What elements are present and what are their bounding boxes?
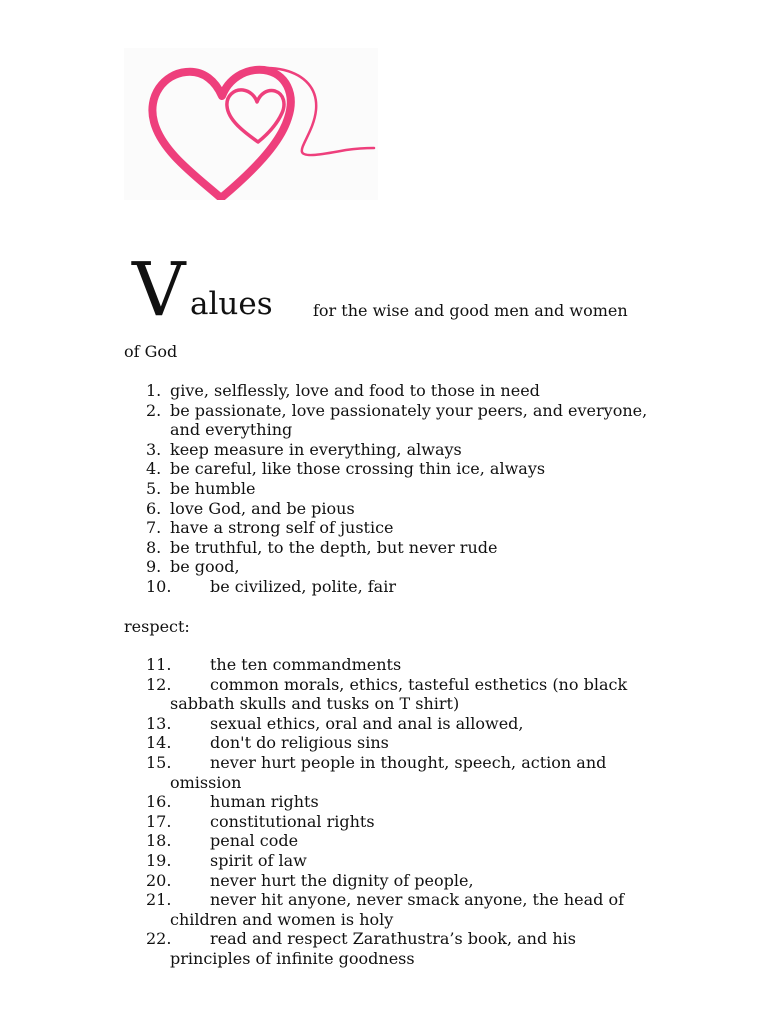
list-item — [124, 871, 654, 891]
list-item — [124, 655, 654, 675]
list-item — [124, 890, 654, 929]
list-item-text: keep measure in everything, always — [170, 439, 462, 459]
list-item-text: be good, — [170, 557, 240, 577]
double-heart-icon — [124, 48, 378, 200]
title-text: alues — [190, 286, 273, 322]
list-item-number: 11. — [146, 655, 172, 674]
list-item — [124, 733, 654, 753]
list-item — [124, 929, 654, 968]
list-item-number: 18. — [146, 831, 172, 851]
list-item — [124, 753, 654, 792]
list-item-number: 8. — [146, 537, 162, 557]
list-item-text: never hit anyone, never smack anyone, the head of children and women is holy — [170, 890, 625, 929]
list-item-number: 15. — [146, 752, 172, 772]
list-item-text: be humble — [170, 478, 256, 498]
list-item-text: never hurt people in thought, speech, action and omission — [170, 752, 607, 792]
list-item-text: be truthful, to the depth, but never rude — [170, 537, 498, 557]
list-item-text: sexual ethics, oral and anal is allowed, — [210, 713, 524, 733]
list-item-number: 1. — [146, 381, 162, 400]
list-item-text: give, selflessly, love and food to those in need — [170, 381, 540, 400]
list-item — [124, 518, 654, 538]
list-item — [124, 381, 654, 401]
list-item-number: 22. — [146, 929, 172, 949]
document-title — [132, 247, 692, 333]
list-item-number: 7. — [146, 518, 162, 538]
list-item — [124, 538, 654, 558]
list-item-text: constitutional rights — [210, 811, 375, 831]
list-item — [124, 401, 654, 440]
list-item-number: 4. — [146, 459, 162, 479]
list-item-text: have a strong self of justice — [170, 518, 394, 538]
list-item-number: 12. — [146, 674, 172, 694]
list-item-number: 10. — [146, 576, 172, 596]
list-item-number: 5. — [146, 478, 162, 498]
list-item-number: 13. — [146, 713, 172, 733]
list-item — [124, 675, 654, 714]
list-item-number: 19. — [146, 850, 172, 870]
list-item-text: don't do religious sins — [210, 733, 389, 753]
respect-list — [124, 655, 654, 969]
list-item-text: human rights — [210, 792, 319, 812]
intro-text: of God — [124, 342, 178, 361]
logo-image — [124, 48, 378, 200]
list-item-text: be civilized, polite, fair — [210, 576, 396, 596]
list-item — [124, 851, 654, 871]
list-item-number: 14. — [146, 733, 172, 753]
list-item — [124, 440, 654, 460]
list-item-number: 16. — [146, 792, 172, 812]
list-item-number: 2. — [146, 400, 162, 420]
list-item-text: spirit of law — [210, 850, 307, 870]
list-item — [124, 577, 654, 597]
list-item-text: penal code — [210, 831, 299, 851]
list-item — [124, 479, 654, 499]
list-item-text: common morals, ethics, tasteful esthetics (no black sabbath skulls and tusks on T shirt) — [170, 674, 628, 714]
list-item — [124, 831, 654, 851]
list-item-text: be careful, like those crossing thin ice, always — [170, 459, 546, 479]
values-list — [124, 381, 654, 597]
list-item — [124, 557, 654, 577]
list-item-text: the ten commandments — [210, 655, 402, 674]
title-drop-cap: V — [132, 247, 186, 333]
list-item-text: be passionate, love passionately your peers, and everyone, and everything — [170, 400, 648, 440]
list-item-number: 3. — [146, 439, 162, 459]
list-item-number: 20. — [146, 870, 172, 890]
list-item — [124, 812, 654, 832]
list-item-number: 6. — [146, 498, 162, 518]
list-item-number: 9. — [146, 557, 162, 577]
list-item-text: love God, and be pious — [170, 498, 355, 518]
list-item — [124, 714, 654, 734]
list-item-number: 21. — [146, 890, 172, 910]
list-item-text: never hurt the dignity of people, — [210, 870, 474, 890]
title-subtitle: for the wise and good men and women — [313, 301, 628, 320]
list-item — [124, 499, 654, 519]
list-item — [124, 792, 654, 812]
respect-label: respect: — [124, 617, 190, 636]
list-item-text: read and respect Zarathustra’s book, and his principles of infinite goodness — [170, 929, 576, 968]
list-item-number: 17. — [146, 811, 172, 831]
list-item — [124, 459, 654, 479]
